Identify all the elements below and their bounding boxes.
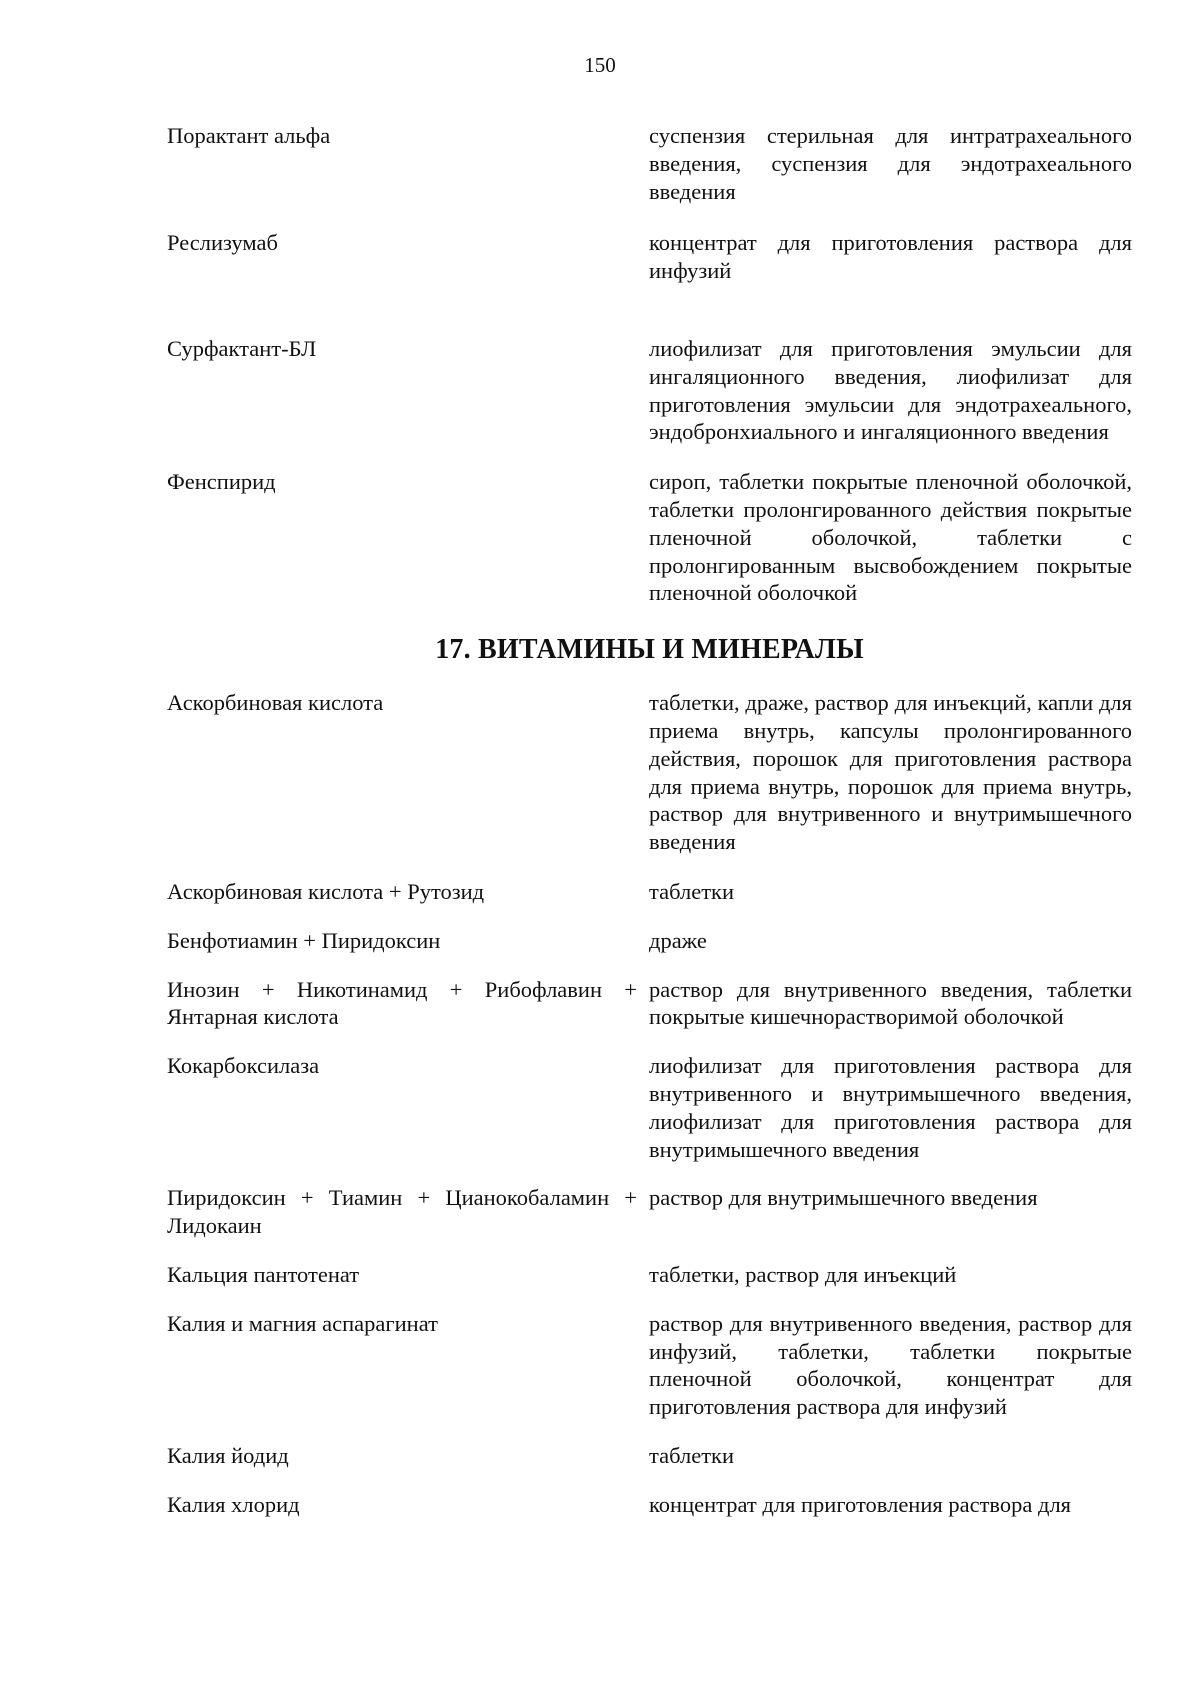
dosage-form: таблетки xyxy=(649,878,735,904)
dosage-form: концентрат для приготовления раствора для инфузий xyxy=(649,230,1132,284)
drug-entry xyxy=(167,1442,1132,1470)
drug-name: Бенфотиамин + Пиридоксин xyxy=(167,927,441,953)
drug-name: Кокарбоксилаза xyxy=(167,1053,320,1079)
drug-entry xyxy=(167,468,1132,607)
drug-name: Инозин + Никотинамид + Рибофлавин + Янтарная кислота xyxy=(167,976,637,1030)
drug-entry xyxy=(167,976,1132,1032)
drug-entry xyxy=(167,1184,1132,1240)
drug-name: Реслизумаб xyxy=(167,230,278,256)
drug-entry xyxy=(167,878,1132,906)
dosage-form: таблетки, драже, раствор для инъекций, капли для приема внутрь, капсулы пролонгированного действия, порошок для приготовления раствора для приема внутрь, порошок для приема внутрь, раствор для внутривенного и внутримышечного введения xyxy=(649,690,1132,855)
dosage-form: лиофилизат для приготовления эмульсии для ингаляционного введения, лиофилизат для приготовления эмульсии для эндотрахеального, эндобронхиального и ингаляционного введения xyxy=(649,335,1132,445)
dosage-form: лиофилизат для приготовления раствора для внутривенного и внутримышечного введения, лиофилизат для приготовления раствора для внутримышечного введения xyxy=(649,1053,1132,1162)
drug-entry xyxy=(167,689,1132,856)
drug-name: Пиридоксин + Тиамин + Цианокобаламин + Лидокаин xyxy=(167,1185,637,1239)
dosage-form: раствор для внутримышечного введения xyxy=(649,1185,1038,1211)
dosage-form: сироп, таблетки покрытые пленочной оболочкой, таблетки пролонгированного действия покрытые пленочной оболочкой, таблетки с пролонгированным высвобождением покрытые пленочной оболочкой xyxy=(649,469,1132,606)
page-number: 150 xyxy=(584,53,616,77)
dosage-form: раствор для внутривенного введения, таблетки покрытые кишечнорастворимой оболочкой xyxy=(649,976,1132,1030)
dosage-form: таблетки xyxy=(649,1442,735,1468)
drug-name: Фенспирид xyxy=(167,469,276,495)
dosage-form: драже xyxy=(649,927,707,953)
drug-name: Сурфактант-БЛ xyxy=(167,335,317,361)
drug-name: Аскорбиновая кислота xyxy=(167,690,384,716)
drug-name: Аскорбиновая кислота + Рутозид xyxy=(167,878,485,904)
dosage-form: таблетки, раствор для инъекций xyxy=(649,1261,957,1287)
drug-entry xyxy=(167,335,1132,446)
drug-entry xyxy=(167,122,1132,205)
dosage-form: концентрат для приготовления раствора для xyxy=(649,1491,1072,1517)
drug-entry xyxy=(167,1491,1132,1519)
drug-name: Калия хлорид xyxy=(167,1491,300,1517)
drug-entry xyxy=(167,927,1132,955)
drug-name: Кальция пантотенат xyxy=(167,1261,360,1287)
drug-entry xyxy=(167,229,1132,285)
section-title: 17. ВИТАМИНЫ И МИНЕРАЛЫ xyxy=(435,634,864,666)
drug-name: Калия йодид xyxy=(167,1442,289,1468)
drug-entry xyxy=(167,1261,1132,1289)
drug-entry xyxy=(167,1052,1132,1163)
drug-list-respiratory xyxy=(167,122,1132,607)
dosage-form: раствор для внутривенного введения, раствор для инфузий, таблетки, таблетки покрытые пленочной оболочкой, концентрат для приготовления раствора для инфузий xyxy=(649,1310,1132,1420)
drug-entry xyxy=(167,1310,1132,1421)
document-body xyxy=(167,122,1132,1518)
dosage-form: суспензия стерильная для интратрахеального введения, суспензия для эндотрахеального введения xyxy=(649,123,1132,204)
drug-name: Калия и магния аспарагинат xyxy=(167,1310,438,1336)
drug-name: Порактант альфа xyxy=(167,123,331,148)
drug-list-vitamins xyxy=(167,689,1132,1518)
